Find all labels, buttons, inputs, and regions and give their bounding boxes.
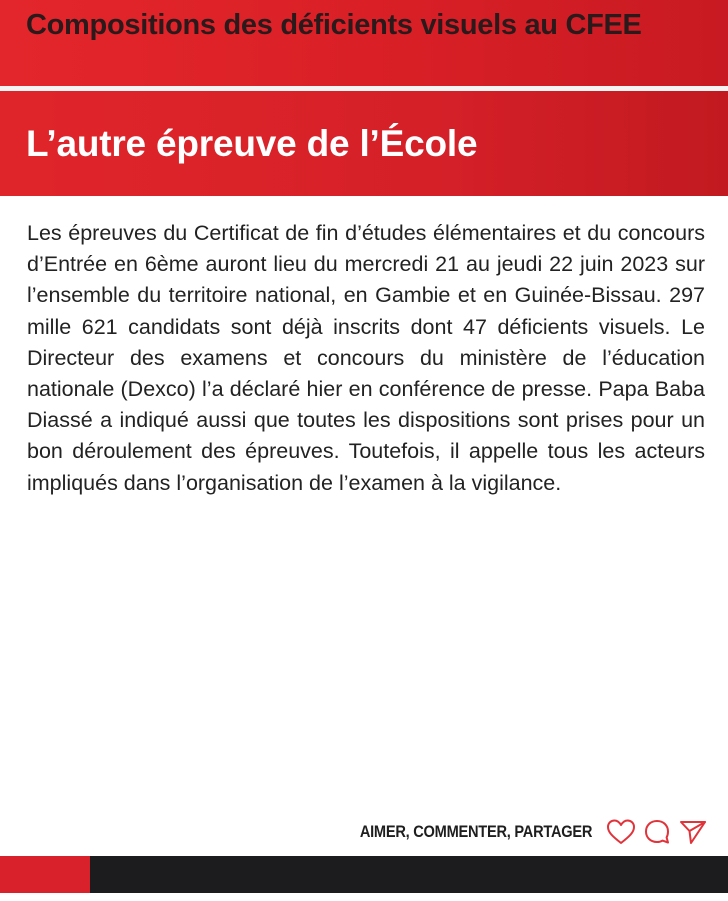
footer-strip [0,856,728,893]
footer-strip-red [0,856,90,893]
social-cta-text: AIMER, COMMENTER, PARTAGER [359,822,592,841]
footer-strip-dark [90,856,728,893]
heart-icon[interactable] [606,817,636,847]
kicker-banner [0,0,728,86]
share-icon[interactable] [678,817,708,847]
article-body: Les épreuves du Certificat de fin d’études élémentaires et du concours d’Entrée en 6ème auront lieu du mercredi 21 au jeudi 22 juin 2023 sur l’ensemble du territoire national, en Gambie et en Guinée-Bissau. 297 mille 621 candidats sont déjà inscrits dont 47 déficients visuels. Le Directeur des examens et concours du ministère de l’éducation nationale (Dexco) l’a déclaré hier en conférence de presse. Papa Baba Diassé a indiqué aussi que toutes les dispositions sont prises pour un bon déroulement des épreuves. Toutefois, il appelle tous les acteurs impliqués dans l’organisation de l’examen à la vigilance. [27,221,705,495]
headline-banner [0,91,728,196]
kicker-title: Compositions des déficients visuels au CFEE [26,9,642,41]
social-actions [322,816,708,848]
comment-icon[interactable] [642,817,672,847]
headline: L’autre épreuve de l’École [26,123,478,164]
